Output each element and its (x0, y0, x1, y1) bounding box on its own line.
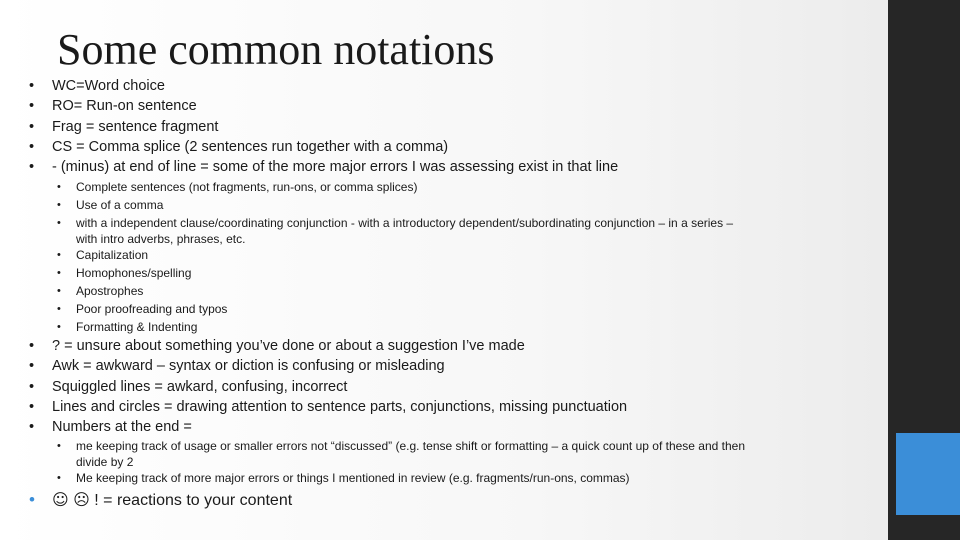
numbers-sublist (54, 437, 745, 487)
sublist-item: • Capitalization (54, 246, 733, 264)
list-item-wc: • WC=Word choice (27, 76, 618, 96)
list-item-reactions (27, 489, 292, 512)
notation-list-1 (27, 76, 618, 177)
list-item-frag: • Frag = sentence fragment (27, 117, 618, 137)
sublist-item: • Me keeping track of more major errors or things I mentioned in review (e.g. fragments/run-ons, commas) (54, 469, 745, 487)
sublist-item: • Formatting & Indenting (54, 318, 733, 336)
reactions-label: ! = reactions to your content (89, 492, 293, 509)
list-item-cs: • CS = Comma splice (2 sentences run together with a comma) (27, 137, 618, 157)
sublist-item: • Poor proofreading and typos (54, 300, 733, 318)
sublist-item-continuation: divide by 2 (76, 455, 134, 469)
list-item-squiggled: • Squiggled lines = awkard, confusing, incorrect (27, 377, 627, 397)
list-item-unsure: • ? = unsure about something you’ve done or about a suggestion I’ve made (27, 336, 627, 356)
notation-list-2 (27, 336, 627, 437)
list-item-awk: • Awk = awkward – syntax or diction is confusing or misleading (27, 356, 627, 376)
sublist-item: • Apostrophes (54, 282, 733, 300)
list-item-lines-circles: • Lines and circles = drawing attention to sentence parts, conjunctions, missing punctuation (27, 397, 627, 417)
list-item-ro: • RO= Run-on sentence (27, 96, 618, 116)
sublist-item: • with a independent clause/coordinating conjunction - with a introductory dependent/subordinating conjunction – in a series – (54, 214, 733, 232)
smiley-face-icon: ☺ (52, 490, 69, 509)
sublist-item: • me keeping track of usage or smaller errors not “discussed” (e.g. tense shift or formatting – a quick count up of these and then (54, 437, 745, 455)
list-item-minus: • - (minus) at end of line = some of the more major errors I was assessing exist in that line (27, 157, 618, 177)
sublist-item: • Homophones/spelling (54, 264, 733, 282)
sublist-item-continuation: with intro adverbs, phrases, etc. (76, 232, 246, 246)
frowning-face-icon: ☹ (73, 490, 90, 509)
sublist-item: • Use of a comma (54, 196, 733, 214)
slide-title: Some common notations (57, 25, 495, 74)
list-item-numbers: • Numbers at the end = (27, 417, 627, 437)
reactions-list (27, 489, 292, 512)
sublist-item: • Complete sentences (not fragments, run-ons, or comma splices) (54, 178, 733, 196)
major-errors-sublist (54, 178, 733, 336)
right-accent-block (896, 433, 960, 515)
